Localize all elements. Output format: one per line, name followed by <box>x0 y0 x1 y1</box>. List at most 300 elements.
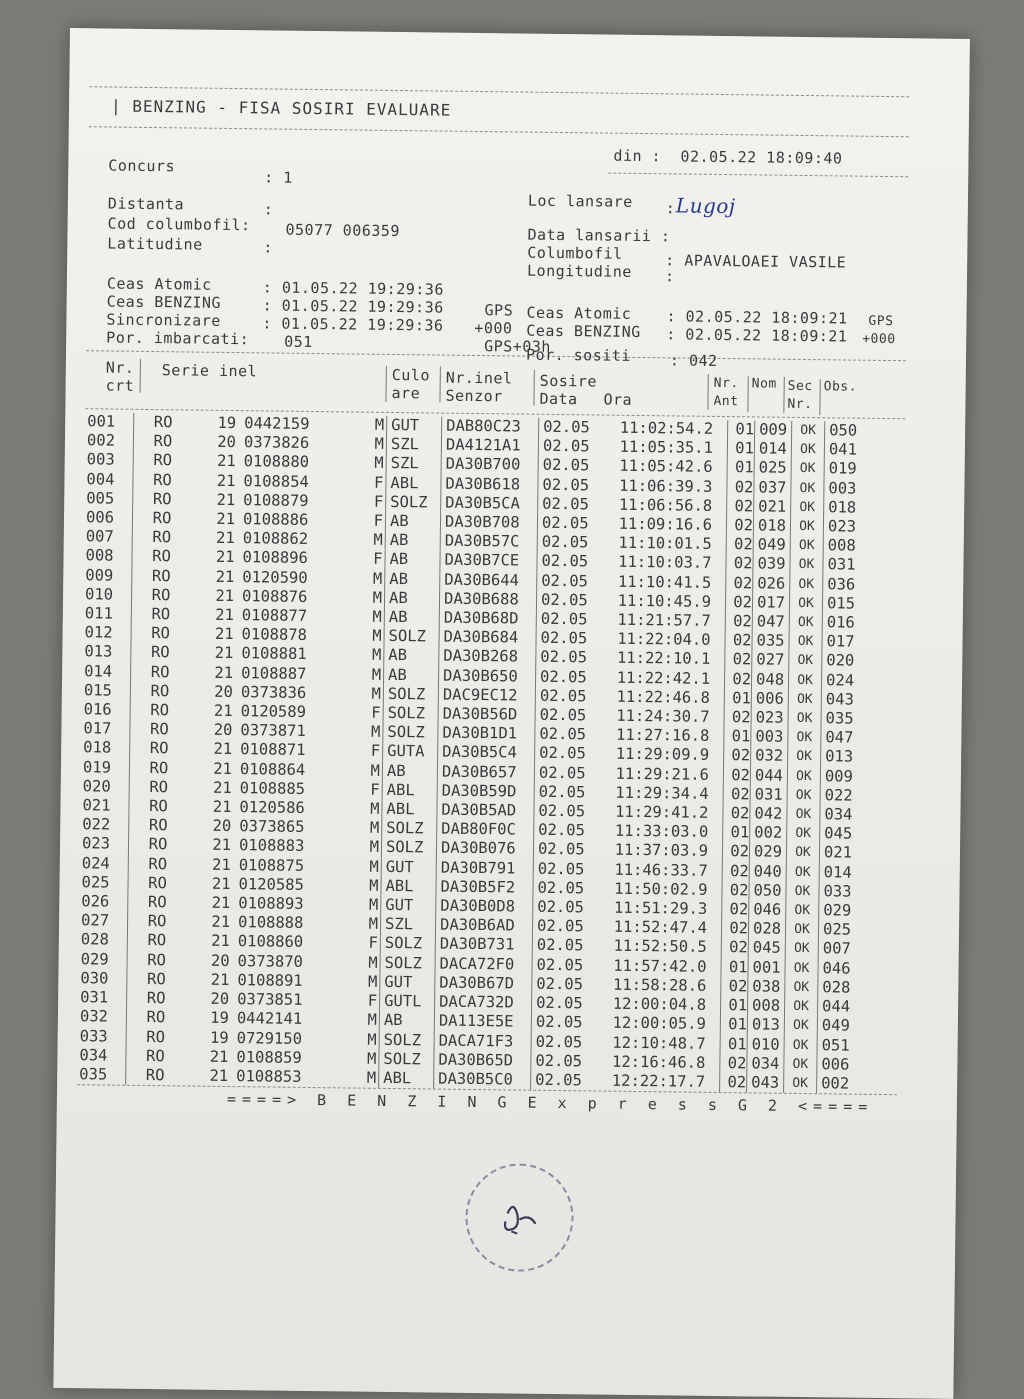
row-ring: 0108875 <box>238 855 305 875</box>
row-number: 021 <box>82 796 129 816</box>
row-sex: F <box>369 473 386 492</box>
row-country: RO <box>152 547 171 566</box>
col-culoare-bottom: are <box>391 383 421 403</box>
row-number: 028 <box>81 931 128 951</box>
row-antenna: 02 <box>733 612 752 631</box>
row-country: RO <box>149 797 168 816</box>
row-obs: 024 <box>825 670 855 690</box>
right-ceas-benzing-value: : 02.05.22 18:09:21 <box>666 325 848 346</box>
row-nom: 048 <box>751 670 788 690</box>
row-nom: 047 <box>752 612 789 632</box>
row-date: 02.05 <box>539 725 587 744</box>
arrivals-table <box>79 412 869 1094</box>
row-nom: 026 <box>753 574 790 594</box>
row-number: 007 <box>86 527 133 547</box>
row-time: 11:22:04.0 <box>600 630 725 651</box>
col-culoare-top: Culo <box>391 365 431 385</box>
row-number: 011 <box>85 604 132 624</box>
printed-sheet <box>53 28 970 1399</box>
row-year: 20 <box>214 682 234 701</box>
row-sensor: DA113E5E <box>434 1012 531 1032</box>
row-number: 004 <box>86 470 133 490</box>
row-sec: OK <box>787 824 820 844</box>
loc-lansare-value: : <box>665 199 676 218</box>
row-number: 020 <box>83 777 130 797</box>
row-antenna: 02 <box>730 784 750 804</box>
row-number: 012 <box>84 623 131 643</box>
row-time: 11:10:45.9 <box>601 591 726 612</box>
row-date: 02.05 <box>540 590 588 610</box>
row-time: 12:00:04.8 <box>596 995 721 1016</box>
row-sensor: DA30B688 <box>439 589 536 609</box>
col-divider <box>439 367 440 403</box>
row-sensor: DA30B5F2 <box>436 877 533 897</box>
row-date: 02.05 <box>535 1070 582 1090</box>
row-antenna: 01 <box>728 957 748 977</box>
row-obs: 036 <box>827 574 856 594</box>
row-time: 11:21:57.7 <box>601 611 726 632</box>
row-number: 030 <box>80 969 127 989</box>
row-obs: 025 <box>822 920 852 939</box>
row-sensor: DA30B7CE <box>440 551 537 571</box>
row-sensor: DA30B6AD <box>435 916 532 936</box>
row-obs: 015 <box>826 594 856 613</box>
right-ceas-atomic-value: : 02.05.22 18:09:21 <box>666 307 848 328</box>
row-nom: 025 <box>754 459 791 479</box>
row-time: 11:09:16.6 <box>602 515 727 536</box>
columbofil-label: Columbofil <box>527 243 623 263</box>
col-crt: crt <box>105 376 135 395</box>
row-sex: F <box>369 512 386 531</box>
row-country: RO <box>149 720 169 739</box>
row-year: 21 <box>211 913 231 932</box>
col-obs: Obs. <box>823 379 858 395</box>
row-color: AB <box>382 762 437 782</box>
row-sensor: DA30B644 <box>440 570 537 590</box>
row-ring: 0373826 <box>243 433 310 453</box>
row-antenna: 01 <box>731 727 751 746</box>
row-nom: 046 <box>749 900 786 920</box>
row-sec: OK <box>790 536 823 556</box>
row-number: 015 <box>84 681 131 701</box>
row-year: 21 <box>216 509 236 529</box>
row-date: 02.05 <box>537 878 585 898</box>
row-antenna: 02 <box>734 496 754 516</box>
row-sensor: DAB80C23 <box>442 417 539 437</box>
row-date: 02.05 <box>541 513 589 533</box>
din-value: 02.05.22 18:09:40 <box>680 147 843 168</box>
row-ring: 0108853 <box>236 1067 302 1086</box>
row-color: AB <box>384 666 439 686</box>
row-country: RO <box>148 873 167 893</box>
row-sec: OK <box>788 747 821 767</box>
row-antenna: 02 <box>730 842 750 861</box>
row-country: RO <box>149 739 169 758</box>
row-time: 11:29:41.2 <box>598 803 723 824</box>
row-sensor: DA30B1D1 <box>438 724 535 744</box>
row-date: 02.05 <box>539 744 586 763</box>
row-antenna: 01 <box>735 420 755 439</box>
row-time: 12:22:17.7 <box>595 1071 720 1092</box>
gps-offset-note: GPS+03h <box>484 337 551 356</box>
row-ring: 0108878 <box>241 625 308 645</box>
row-year: 19 <box>209 1028 229 1047</box>
row-country: RO <box>146 1008 166 1027</box>
row-year: 20 <box>217 433 237 452</box>
row-number: 005 <box>86 489 133 509</box>
row-number: 023 <box>82 835 129 855</box>
row-nom: 027 <box>752 651 789 671</box>
longitudine-label: Longitudine <box>526 261 633 281</box>
row-time: 11:37:03.9 <box>598 841 723 862</box>
row-sec: OK <box>789 613 822 633</box>
row-sensor: DA30B700 <box>441 455 538 475</box>
row-date: 02.05 <box>542 494 590 514</box>
row-nom: 028 <box>748 920 785 940</box>
row-color: AB <box>385 570 440 590</box>
row-ring: 0373851 <box>237 990 303 1010</box>
row-year: 21 <box>210 970 230 989</box>
row-time: 11:57:42.0 <box>596 956 721 977</box>
row-obs: 018 <box>828 498 857 517</box>
row-color: SOLZ <box>386 493 441 513</box>
col-nr-ant-top: Nr. <box>713 375 739 392</box>
row-year: 21 <box>211 932 230 951</box>
row-year: 21 <box>211 893 231 913</box>
row-country: RO <box>149 758 169 777</box>
row-ring: 0108883 <box>238 836 305 856</box>
loc-lansare-handwritten: Lugoj <box>675 193 736 219</box>
row-antenna: 01 <box>730 823 750 842</box>
row-color: GUT <box>387 416 442 436</box>
row-number: 001 <box>87 412 134 432</box>
row-sec: OK <box>790 555 823 575</box>
row-sensor: DA30B076 <box>436 839 533 859</box>
row-color: SOLZ <box>380 954 435 974</box>
row-time: 11:33:03.0 <box>598 822 723 843</box>
row-ring: 0108887 <box>241 663 307 683</box>
row-number: 033 <box>80 1027 127 1047</box>
row-ring: 0120586 <box>239 798 305 817</box>
row-antenna: 02 <box>731 765 751 785</box>
row-sensor: DA30B731 <box>435 935 532 955</box>
row-sex: F <box>366 742 383 761</box>
row-sex: M <box>363 1030 380 1049</box>
row-obs: 003 <box>828 478 857 498</box>
ceas-benzing-gps: GPS <box>484 301 514 320</box>
row-time: 11:06:39.3 <box>602 476 727 497</box>
row-sensor: DAB80F0C <box>437 820 534 840</box>
row-sensor: DACA732D <box>435 993 532 1013</box>
row-color: SOLZ <box>379 1050 434 1070</box>
row-date: 02.05 <box>540 629 588 648</box>
row-antenna: 02 <box>731 708 751 727</box>
row-sensor: DA30B59D <box>437 781 534 801</box>
row-ring: 0373836 <box>240 682 307 702</box>
row-antenna: 02 <box>728 977 748 996</box>
row-sex: M <box>366 761 383 780</box>
concurs-label: Concurs <box>108 156 176 176</box>
row-sex: F <box>363 992 380 1011</box>
row-year: 20 <box>213 721 233 740</box>
row-sec: OK <box>790 517 823 537</box>
row-year: 20 <box>212 817 232 836</box>
row-sec: OK <box>785 978 818 998</box>
row-time: 11:22:46.8 <box>600 687 725 708</box>
row-antenna: 02 <box>732 631 752 650</box>
row-date: 02.05 <box>541 533 589 552</box>
row-sex: M <box>365 800 382 819</box>
concurs-value: : 1 <box>264 168 293 187</box>
row-nom: 045 <box>748 939 785 959</box>
row-number: 031 <box>80 988 127 1008</box>
row-sec: OK <box>787 805 820 825</box>
row-sec: OK <box>788 690 821 710</box>
row-nom: 050 <box>749 881 786 901</box>
row-country: RO <box>145 1065 165 1085</box>
row-time: 11:51:29.3 <box>597 899 722 920</box>
row-color: ABL <box>381 877 436 897</box>
row-date: 02.05 <box>535 1051 583 1071</box>
row-nom: 039 <box>753 555 790 575</box>
row-antenna: 02 <box>729 919 749 938</box>
row-color: GUT <box>381 858 436 878</box>
col-serie-inel: Serie inel <box>161 361 258 381</box>
row-time: 11:24:30.7 <box>600 707 725 728</box>
row-country: RO <box>151 585 171 605</box>
row-country: RO <box>152 509 172 528</box>
row-country: RO <box>146 969 166 989</box>
row-country: RO <box>151 605 171 624</box>
row-country: RO <box>151 566 171 585</box>
row-color: ABL <box>382 800 437 820</box>
row-sex: M <box>370 435 387 454</box>
row-antenna: 02 <box>729 861 749 881</box>
row-obs: 002 <box>821 1074 850 1093</box>
row-number: 003 <box>87 451 134 471</box>
latitudine-label: Latitudine <box>107 234 203 254</box>
row-sensor: DACA71F3 <box>434 1031 531 1051</box>
row-antenna: 02 <box>733 573 753 593</box>
row-sex: M <box>370 454 387 473</box>
row-country: RO <box>147 950 167 969</box>
row-obs: 050 <box>829 421 858 440</box>
row-sex: M <box>368 589 385 608</box>
row-number: 019 <box>83 758 130 778</box>
row-obs: 047 <box>825 728 854 747</box>
row-year: 21 <box>215 605 234 625</box>
row-year: 21 <box>213 759 233 778</box>
row-country: RO <box>153 470 172 489</box>
row-antenna: 02 <box>731 746 751 765</box>
row-sec: OK <box>786 882 819 902</box>
col-divider <box>747 376 748 412</box>
row-sensor: DA4121A1 <box>441 436 538 456</box>
row-sec: OK <box>785 958 818 978</box>
row-sensor: DAC9EC12 <box>438 685 535 705</box>
row-sensor: DA30B65D <box>434 1050 531 1070</box>
row-nom: 043 <box>747 1073 784 1093</box>
row-sensor: DA30B67D <box>435 973 532 993</box>
row-nom: 037 <box>754 478 791 498</box>
row-sensor: DA30B5C0 <box>434 1069 531 1089</box>
row-ring: 0108885 <box>239 778 306 798</box>
longitudine-value: : <box>664 267 675 286</box>
row-antenna: 02 <box>733 592 753 612</box>
row-country: RO <box>153 451 173 470</box>
row-color: SOLZ <box>381 838 436 858</box>
row-color: SOLZ <box>380 934 435 954</box>
row-sensor: DA30B57C <box>440 532 537 552</box>
row-time: 11:02:54.2 <box>603 419 728 440</box>
row-year: 21 <box>214 663 234 682</box>
divider-din <box>608 173 908 178</box>
col-sosire: Sosire <box>539 371 598 391</box>
row-date: 02.05 <box>538 801 586 821</box>
row-ring: 0373870 <box>237 951 304 971</box>
cod-columbofil-value: 05077 006359 <box>285 220 401 241</box>
row-obs: 014 <box>823 862 852 882</box>
row-ring: 0373865 <box>239 817 305 837</box>
row-year: 21 <box>212 797 232 817</box>
row-obs: 035 <box>825 709 854 728</box>
row-sec: OK <box>785 920 818 940</box>
row-number: 025 <box>81 873 128 893</box>
row-year: 20 <box>210 989 230 1009</box>
por-sositi-label: Por. sositi <box>525 345 631 365</box>
row-nom: 032 <box>751 747 788 767</box>
row-year: 21 <box>215 548 235 567</box>
row-obs: 029 <box>823 901 852 920</box>
row-nom: 023 <box>751 708 788 728</box>
row-year: 21 <box>216 490 236 509</box>
row-sec: OK <box>784 997 817 1017</box>
row-sec: OK <box>788 728 821 748</box>
row-ring: 0442159 <box>244 414 310 433</box>
row-sensor: DA30B68D <box>439 609 536 629</box>
row-obs: 043 <box>825 690 854 709</box>
row-color: ABL <box>386 474 441 494</box>
row-number: 018 <box>83 739 130 759</box>
row-antenna: 01 <box>728 996 748 1015</box>
row-sex: M <box>369 531 386 550</box>
row-nom: 038 <box>748 977 785 997</box>
row-sex: M <box>363 953 380 972</box>
row-sec: OK <box>791 440 824 460</box>
row-sensor: DA30B5C4 <box>438 743 535 763</box>
row-country: RO <box>150 681 170 701</box>
row-color: GUT <box>380 973 435 993</box>
col-divider <box>783 377 784 413</box>
col-divider <box>140 359 141 393</box>
row-year: 21 <box>209 1066 229 1085</box>
row-obs: 017 <box>826 632 855 651</box>
row-nom: 014 <box>754 440 791 460</box>
row-date: 02.05 <box>542 475 590 494</box>
row-country: RO <box>145 1046 165 1065</box>
row-ring: 0120590 <box>242 567 308 587</box>
row-ring: 0108860 <box>237 932 304 952</box>
row-color: ABL <box>382 781 437 801</box>
por-imbarcati-label: Por. imbarcati: <box>106 328 250 349</box>
row-country: RO <box>150 662 170 681</box>
row-sex: M <box>368 569 385 588</box>
row-date: 02.05 <box>536 955 584 975</box>
footer-line <box>227 1090 874 1116</box>
row-sex: M <box>364 877 381 896</box>
row-ring: 0108896 <box>242 548 308 568</box>
row-number: 017 <box>83 719 130 739</box>
row-date: 02.05 <box>538 821 586 840</box>
row-country: RO <box>146 989 166 1008</box>
row-time: 11:10:03.7 <box>601 553 726 574</box>
row-date: 02.05 <box>539 705 587 725</box>
sincronizare-offset: +000 <box>474 318 513 338</box>
row-color: AB <box>379 1011 434 1031</box>
row-sex: M <box>363 1011 380 1030</box>
row-ring: 0108864 <box>239 759 306 779</box>
row-date: 02.05 <box>541 571 589 590</box>
row-ring: 0120589 <box>240 702 307 721</box>
row-color: GUTA <box>383 742 438 762</box>
row-ring: 0108880 <box>243 452 310 472</box>
row-year: 21 <box>212 778 232 797</box>
row-time: 11:05:35.1 <box>603 438 728 459</box>
row-sex: M <box>366 723 383 742</box>
row-date: 02.05 <box>542 456 590 475</box>
row-sensor: DA30B618 <box>441 474 538 494</box>
row-sex: F <box>369 493 386 512</box>
row-ring: 0108862 <box>242 529 309 549</box>
row-sex: M <box>367 665 384 684</box>
data-lansarii-label: Data lansarii : <box>527 225 671 246</box>
row-sex: F <box>366 781 383 800</box>
col-divider <box>819 379 820 415</box>
row-date: 02.05 <box>538 782 586 802</box>
row-sex: M <box>362 1049 379 1068</box>
row-date: 02.05 <box>536 974 584 994</box>
row-color: SOLZ <box>384 627 439 647</box>
row-country: RO <box>147 893 167 912</box>
row-sensor: DA30B791 <box>436 858 533 878</box>
row-number: 002 <box>87 431 134 451</box>
row-time: 11:29:09.9 <box>599 745 724 766</box>
row-date: 02.05 <box>540 609 588 629</box>
row-date: 02.05 <box>538 763 586 783</box>
row-nom: 031 <box>750 785 787 805</box>
row-number: 013 <box>84 643 131 663</box>
row-obs: 046 <box>822 958 851 978</box>
row-country: RO <box>148 854 168 873</box>
row-number: 034 <box>79 1046 126 1066</box>
row-ring: 0108876 <box>241 586 308 606</box>
row-antenna: 02 <box>734 516 754 535</box>
right-ceas-atomic-label: Ceas Atomic <box>526 303 632 323</box>
row-sex: M <box>365 857 382 876</box>
row-nom: 001 <box>748 958 785 978</box>
row-sex: M <box>365 838 382 857</box>
ceas-atomic-value: : 01.05.22 19:29:36 <box>262 278 445 299</box>
row-color: AB <box>384 589 439 609</box>
sincronizare-label: Sincronizare <box>106 310 221 330</box>
row-time: 12:10:48.7 <box>596 1033 721 1054</box>
row-date: 02.05 <box>535 1032 583 1051</box>
right-ceas-atomic-gps: GPS <box>868 313 894 330</box>
row-ring: 0108886 <box>242 510 309 529</box>
row-year: 21 <box>212 836 232 855</box>
row-number: 009 <box>85 566 132 586</box>
cod-columbofil-label: Cod columbofil: <box>107 214 251 235</box>
